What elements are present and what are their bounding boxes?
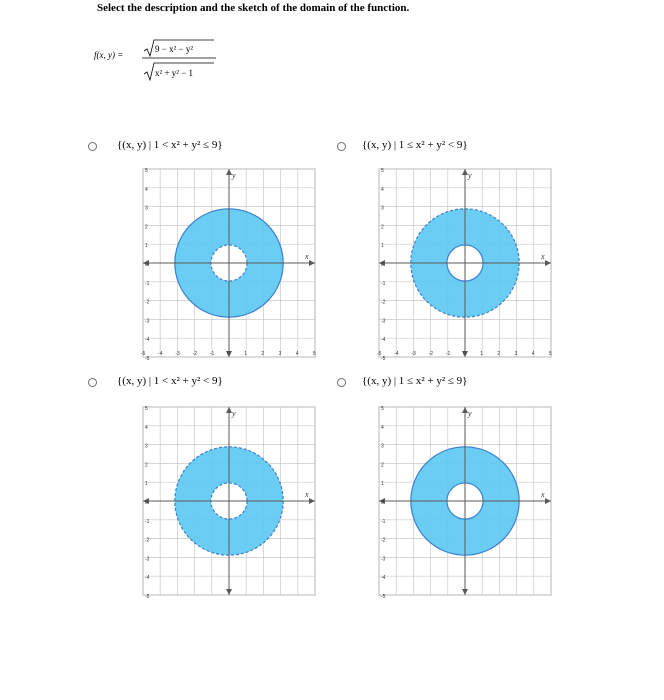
y-tick-label: 5 — [381, 406, 384, 412]
option-a-graph — [135, 165, 317, 365]
y-tick-label: 0 — [381, 500, 384, 506]
x-tick-label: 3 — [278, 351, 282, 357]
y-tick-label: 0 — [145, 500, 148, 506]
option-c-label: {(x, y) | 1 < x² + y² < 9} — [117, 375, 223, 387]
y-tick-label: 1 — [381, 481, 384, 488]
option-a[interactable] — [88, 142, 97, 151]
y-tick-label: -3 — [145, 556, 150, 563]
page-bottom — [0, 676, 664, 700]
x-tick-label: 5 — [549, 351, 552, 357]
radio-option-b[interactable] — [337, 142, 346, 151]
x-tick-label: 2 — [261, 351, 265, 357]
x-tick-label: -4 — [158, 351, 163, 357]
y-tick-label: -1 — [145, 280, 150, 287]
y-tick-label: -1 — [145, 518, 150, 525]
option-d-label: {(x, y) | 1 ≤ x² + y² ≤ 9} — [362, 375, 468, 387]
question-prompt: Select the description and the sketch of the domain of the function. — [97, 2, 410, 14]
y-tick-label: 4 — [381, 186, 384, 193]
y-tick-label: 1 — [145, 481, 148, 488]
y-tick-label: 5 — [145, 406, 148, 412]
x-tick-label: -1 — [209, 351, 215, 357]
y-tick-label: 4 — [145, 186, 148, 193]
y-axis-label: y — [468, 171, 472, 180]
x-tick-label: -2 — [192, 351, 198, 357]
x-tick-label: 2 — [497, 351, 501, 357]
option-c-graph — [135, 403, 317, 603]
x-axis-label: x — [541, 490, 545, 499]
x-tick-label: 4 — [531, 351, 535, 357]
x-tick-label: -4 — [394, 351, 399, 357]
question-panel — [8, 0, 656, 700]
option-c[interactable] — [88, 378, 97, 387]
x-tick-label: -3 — [411, 351, 416, 357]
y-tick-label: -3 — [381, 556, 386, 563]
y-tick-label: 5 — [381, 168, 384, 174]
y-tick-label: -1 — [381, 518, 386, 525]
y-tick-label: -3 — [381, 318, 386, 325]
option-d[interactable] — [337, 378, 346, 387]
y-tick-label: 3 — [381, 205, 384, 212]
y-tick-label: 4 — [381, 424, 384, 431]
option-b[interactable] — [337, 142, 346, 151]
y-tick-label: 2 — [145, 224, 148, 231]
y-axis-label: y — [468, 409, 472, 418]
x-tick-label: 1 — [480, 351, 483, 357]
radio-option-a[interactable] — [88, 142, 97, 151]
x-axis-label: x — [305, 252, 309, 261]
y-tick-label: 3 — [145, 205, 148, 212]
x-tick-label: -5 — [377, 351, 382, 357]
function-lhs: f(x, y) = — [94, 50, 124, 60]
y-tick-label: 0 — [381, 262, 384, 268]
y-tick-label: 1 — [381, 243, 384, 250]
function-denominator: x² + y² − 1 — [155, 68, 194, 78]
y-tick-label: -4 — [145, 575, 150, 582]
y-tick-label: 0 — [145, 262, 148, 268]
option-b-graph — [371, 165, 553, 365]
x-tick-label: -3 — [175, 351, 180, 357]
y-tick-label: 2 — [145, 462, 148, 469]
y-tick-label: -2 — [381, 537, 386, 544]
y-tick-label: 2 — [381, 224, 384, 231]
radio-option-c[interactable] — [88, 378, 97, 387]
y-axis-label: y — [232, 171, 236, 180]
y-tick-label: -2 — [381, 299, 386, 306]
x-tick-label: -1 — [445, 351, 451, 357]
option-a-label: {(x, y) | 1 < x² + y² ≤ 9} — [117, 139, 223, 151]
y-tick-label: -5 — [145, 356, 150, 362]
x-tick-label: -2 — [428, 351, 434, 357]
y-tick-label: -5 — [145, 594, 150, 600]
y-tick-label: -5 — [381, 594, 386, 600]
y-tick-label: -1 — [381, 280, 386, 287]
x-axis-label: x — [305, 490, 309, 499]
option-b-label: {(x, y) | 1 ≤ x² + y² < 9} — [362, 139, 468, 151]
x-tick-label: 1 — [244, 351, 247, 357]
x-axis-label: x — [541, 252, 545, 261]
x-tick-label: 0 — [463, 351, 466, 357]
function-formula — [94, 30, 234, 90]
y-tick-label: 3 — [381, 443, 384, 450]
y-tick-label: 5 — [145, 168, 148, 174]
radio-option-d[interactable] — [337, 378, 346, 387]
y-tick-label: -4 — [381, 337, 386, 344]
y-tick-label: -4 — [145, 337, 150, 344]
x-tick-label: -5 — [141, 351, 146, 357]
option-d-graph — [371, 403, 553, 603]
y-tick-label: 4 — [145, 424, 148, 431]
y-tick-label: -2 — [145, 537, 150, 544]
x-tick-label: 0 — [227, 351, 230, 357]
x-tick-label: 3 — [514, 351, 518, 357]
x-tick-label: 4 — [295, 351, 299, 357]
y-tick-label: -3 — [145, 318, 150, 325]
y-tick-label: 1 — [145, 243, 148, 250]
y-axis-label: y — [232, 409, 236, 418]
function-numerator: 9 − x² − y² — [155, 44, 194, 54]
y-tick-label: 2 — [381, 462, 384, 469]
y-tick-label: -2 — [145, 299, 150, 306]
x-tick-label: 5 — [313, 351, 316, 357]
y-tick-label: -4 — [381, 575, 386, 582]
y-tick-label: 3 — [145, 443, 148, 450]
y-tick-label: -5 — [381, 356, 386, 362]
